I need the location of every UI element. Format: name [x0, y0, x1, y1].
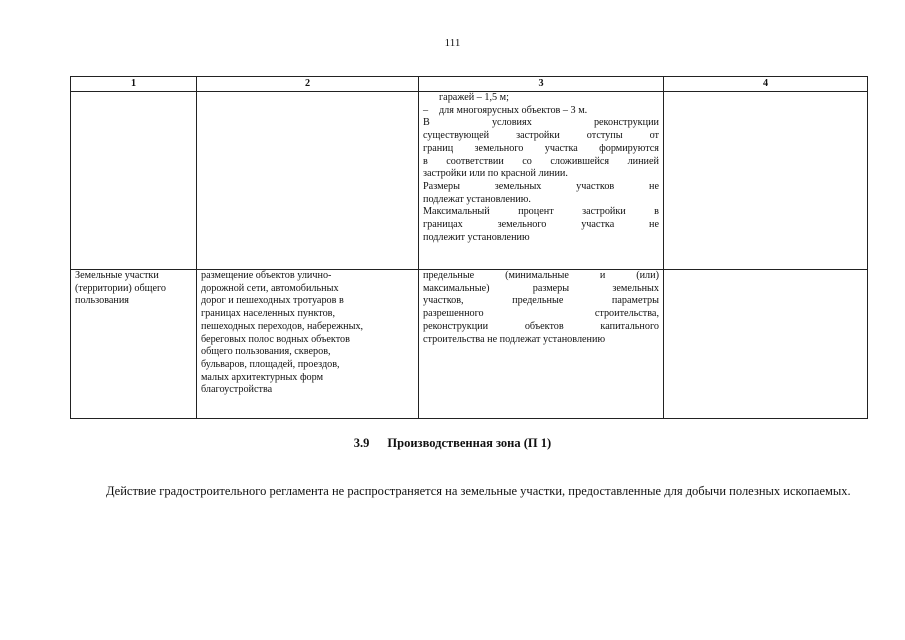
cell-line: для многоярусных объектов – 3 м.	[439, 104, 588, 116]
table-cell	[197, 270, 419, 419]
cell-line: границ земельного участка формируются	[423, 142, 659, 154]
section-number: 3.9	[353, 436, 370, 450]
cell-line: строительства не подлежат установлению	[423, 333, 606, 345]
table-header-cell: 4	[664, 77, 868, 92]
cell-line: общего пользования, скверов,	[201, 346, 331, 358]
body-paragraph: Действие градостроительного регламента не распространяется на земельные участки, предоставленные для добычи полезных ископаемых.	[106, 483, 851, 498]
table-header-row	[71, 77, 868, 92]
table-cell	[419, 92, 664, 270]
cell-line: малых архитектурных форм	[201, 371, 324, 383]
cell-line: Максимальный процент застройки в	[423, 206, 659, 218]
cell-line: береговых полос водных объектов	[201, 333, 350, 345]
regulation-table	[70, 76, 868, 419]
cell-line: максимальные) размеры земельных	[423, 282, 659, 294]
cell-line: подлежит установлению	[423, 231, 530, 243]
table-row	[71, 270, 868, 419]
cell-line: застройки или по красной линии.	[423, 168, 568, 180]
cell-line: бульваров, площадей, проездов,	[201, 358, 340, 370]
cell-line: границах населенных пунктов,	[201, 308, 336, 320]
cell-line: размещение объектов улично-	[201, 270, 332, 281]
cell-line: участков, предельные параметры	[423, 295, 659, 307]
table-header-cell: 2	[197, 77, 419, 92]
dash-marker: –	[423, 104, 429, 116]
section-title: Производственная зона (П 1)	[387, 436, 552, 450]
cell-line: реконструкции объектов капитального	[423, 320, 659, 332]
cell-line: пользования	[75, 295, 129, 307]
table-cell	[71, 270, 197, 419]
cell-line: (территории) общего	[75, 282, 167, 294]
cell-line: подлежат установлению.	[423, 193, 531, 205]
cell-line: пешеходных переходов, набережных,	[201, 320, 364, 332]
cell-line: Размеры земельных участков не	[423, 180, 659, 192]
cell-line: предельные (минимальные и (или)	[423, 270, 659, 281]
table-cell	[664, 92, 868, 270]
table-row	[71, 92, 868, 270]
table-cell	[71, 92, 197, 270]
cell-line: Земельные участки	[75, 270, 159, 281]
table-cell	[419, 270, 664, 419]
cell-line: существующей застройки отступы от	[423, 130, 659, 142]
cell-line: В условиях реконструкции	[423, 117, 659, 129]
cell-line: дорожной сети, автомобильных	[201, 282, 339, 294]
table-header-cell: 3	[419, 77, 664, 92]
cell-line: благоустройства	[201, 384, 273, 396]
cell-line: границах земельного участка не	[423, 219, 659, 231]
cell-line: в соответствии со сложившейся линией	[423, 155, 659, 167]
table-cell	[664, 270, 868, 419]
cell-line: гаражей – 1,5 м;	[439, 92, 509, 103]
cell-line: дорог и пешеходных тротуаров в	[201, 295, 344, 307]
section-heading	[0, 436, 905, 451]
table-cell	[197, 92, 419, 270]
list-item	[423, 105, 659, 118]
cell-line: разрешенного строительства,	[423, 308, 659, 320]
page-number: 111	[444, 37, 461, 49]
table-header-cell: 1	[71, 77, 197, 92]
